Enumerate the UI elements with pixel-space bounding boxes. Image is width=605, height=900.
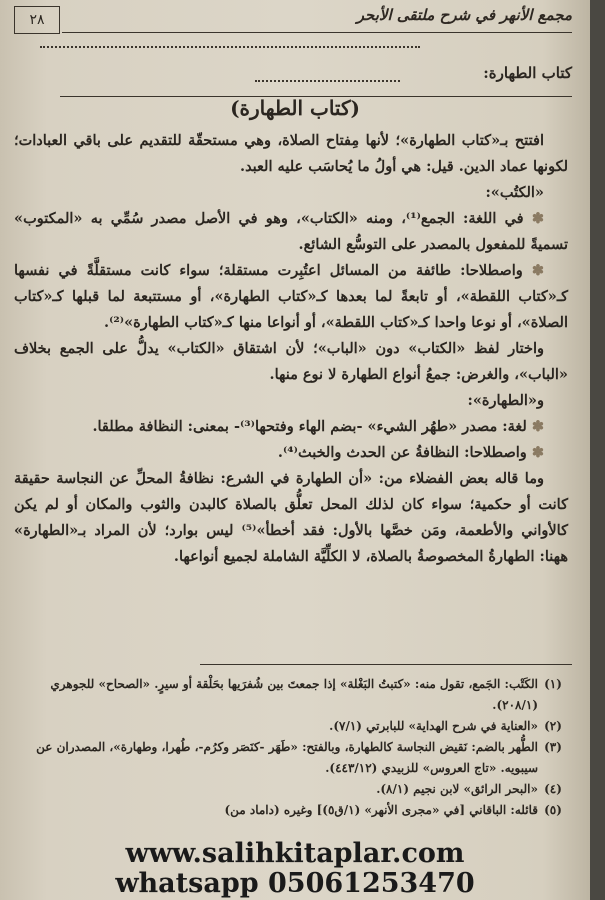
footnote	[14, 737, 568, 779]
header-rule	[62, 32, 572, 33]
paragraph-istilah-tahara	[14, 440, 568, 466]
footnote-number: (٤)	[544, 782, 562, 796]
footnote	[14, 674, 568, 716]
bullet-star-icon: ✽	[522, 262, 545, 279]
body-text	[14, 128, 568, 570]
paragraph-intro: افتتح بـ«كتاب الطهارة»؛ لأنها مِفتاح الصلاة، وهي مستحقّة للتقديم على باقي العبادات؛ لكونها عماد الدين. قيل: هي أولُ ما يُحاسَب عليه العبد.	[14, 132, 568, 175]
footnote	[14, 716, 568, 737]
bullet-star-icon: ✽	[526, 444, 544, 461]
footnotes	[14, 674, 568, 821]
footnote-text: الطُّهر بالضم: نَقيض النجاسة كالطهارة، وبالفتح: «طَهَر -كنَصَر وكرُم-، طُهرا، وطهارة»، المصدران عن سيبويه. «تاج العروس» للزبيدي (٤٤٣/١٢).	[36, 740, 538, 775]
footnote-number: (١)	[544, 677, 562, 691]
paragraph-lugha	[14, 206, 568, 258]
book-spine-edge	[590, 0, 605, 900]
footnote-separator	[200, 664, 572, 665]
main-heading: (كتاب الطهارة)	[230, 96, 360, 120]
page-header	[14, 2, 572, 40]
footnote-text: قائله: الباقاني [في «مجرى الأنهر» (١/ق٥)] وغيره (داماد من)	[224, 803, 538, 817]
dotted-divider	[40, 46, 420, 48]
footnote-number: (٣)	[544, 740, 562, 754]
paragraph-ikhtiyar: واختار لفظ «الكتاب» دون «الباب»؛ لأن اشتقاق «الكتاب» يدلُّ على الجمع بخلاف «الباب»، والغرض: جمعُ أنواع الطهارة لا نوع منها.	[14, 340, 568, 383]
running-title: مجمع الأنهر في شرح ملتقى الأبحر	[356, 6, 572, 24]
paragraph-istilah	[14, 258, 568, 336]
chapter-line: كتاب الطهارة:	[483, 64, 572, 82]
istilah-tahara-text: واصطلاحا: النظافةُ عن الحدث والخبث⁽⁴⁾.	[277, 444, 527, 461]
lugha-text: في اللغة: الجمع⁽¹⁾، ومنه «الكتاب»، وهو في الأصل مصدر سُمِّي به «المكتوب» تسميةً للمفعول بالمصدر على التوسُّع الشائع.	[14, 210, 568, 253]
bullet-star-icon: ✽	[526, 418, 544, 435]
footnote-number: (٥)	[544, 803, 562, 817]
paragraph-fudala: وما قاله بعض الفضلاء من: «أن الطهارة في الشرع: نظافةُ المحلِّ عن النجاسة حقيقة كانت أو حكمية؛ سواء كان لذلك المحل تعلُّق بالصلاة كالبدن والثوب والمكان أو لم يكن كالأواني والأطعمة، ومَن خصَّها بالأول: فقد أخطأ»⁽⁵⁾ ليس بوارد؛ لأن المراد بـ«الطهارة» ههنا: الطهارةُ المخصوصةُ بالصلاة، لا الكلِّيَّة الشاملة لجميع أنواعها.	[14, 470, 568, 565]
dotted-divider	[255, 80, 400, 82]
footnote-text: الكَتْب: الجَمع، تقول منه: «كتبتُ البَغْلة» إذا جمعتَ بين شُفرَيها بحَلْقة أو سيرٍ. «الصحاح» للجوهري (٢٠٨/١).	[50, 677, 538, 712]
page-number: ٢٨	[14, 6, 60, 34]
watermark-whatsapp: whatsapp 05061253470	[115, 868, 475, 899]
paragraph-kutub-label: «الكتُب»:	[485, 184, 544, 201]
footnote-text: «البحر الرائق» لابن نجيم (٨/١).	[376, 782, 538, 796]
paragraph-tahara-label: و«الطهارة»:	[467, 392, 544, 409]
footnote-text: «العناية في شرح الهداية» للبابرتي (٧/١).	[329, 719, 538, 733]
lugha-tahara-text: لغة: مصدر «طهُر الشيء» -بضم الهاء وفتحها⁽³⁾- بمعنى: النظافة مطلقا.	[92, 418, 527, 435]
footnote	[14, 800, 568, 821]
watermark-website: www.salihkitaplar.com	[125, 838, 465, 869]
footnote	[14, 779, 568, 800]
istilah-text: واصطلاحا: طائفة من المسائل اعتُبِرت مستقلة؛ سواء كانت مستقلَّةً في نفسها كـ«كتاب اللقطة»، أو تابعةً لما بعدها كـ«كتاب الطهارة»، أو مستتبعة لما قبلها كـ«كتاب الصلاة»، أو نوعا واحدا كـ«كتاب اللقطة»، أو أنواعا منها كـ«كتاب الطهارة»⁽²⁾.	[14, 262, 568, 331]
bullet-star-icon: ✽	[523, 210, 544, 227]
paragraph-lugha-tahara	[14, 414, 568, 440]
footnote-number: (٢)	[544, 719, 562, 733]
